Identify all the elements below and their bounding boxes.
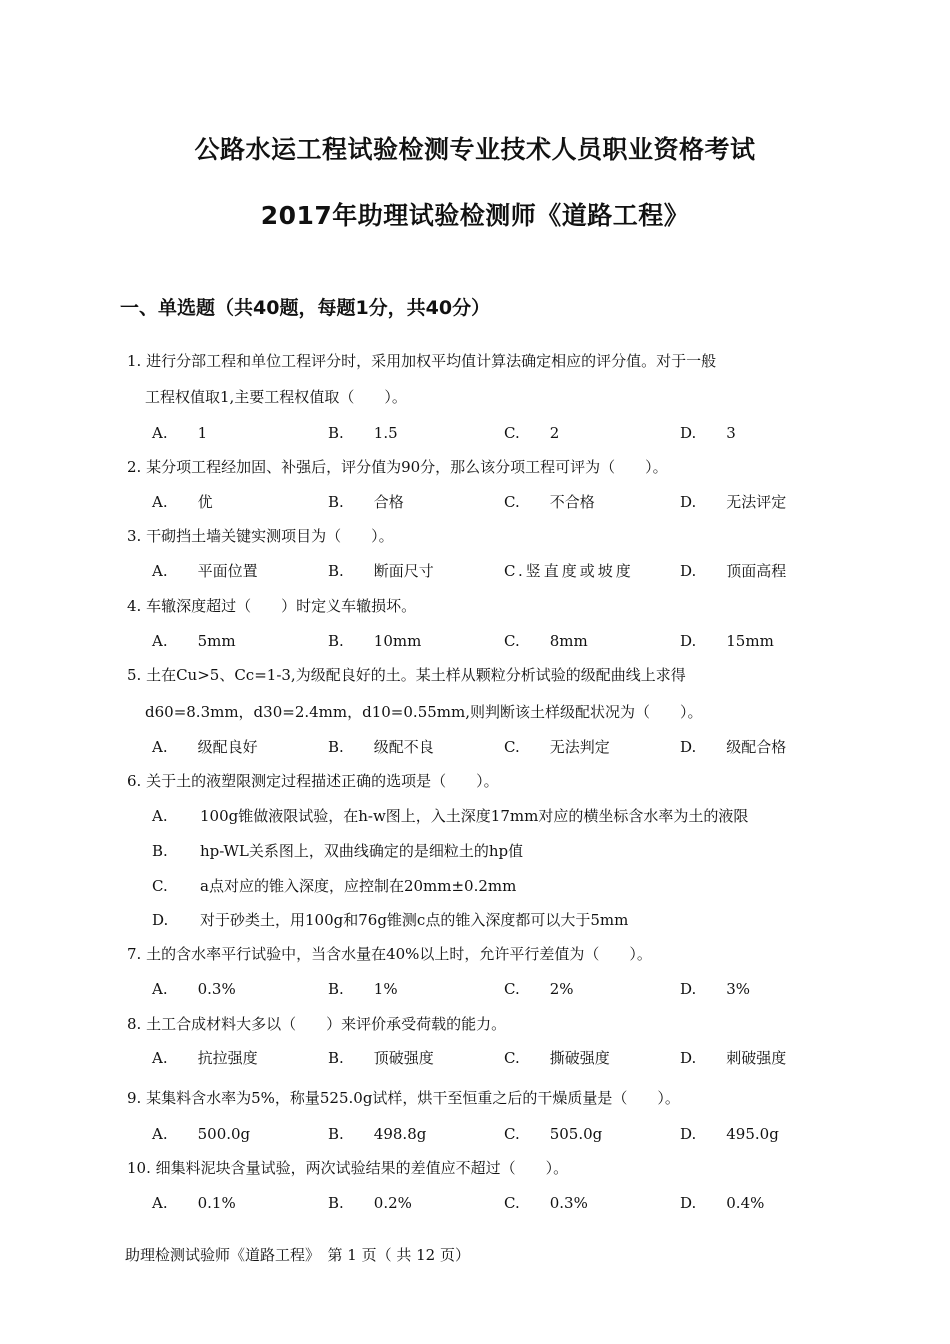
option-c: C. 无法判定 [504,738,610,756]
option-d: D. 0.4% [680,1194,765,1212]
option-c: C. 505.0g [504,1125,603,1143]
option-text: 对于砂类土，用100g和76g锥测c点的锥入深度都可以大于5mm [200,911,629,929]
option-c: C. 2% [504,980,574,998]
option-d: D. 495.0g [680,1125,779,1143]
option-letter: C. [152,877,168,895]
option-d: D. 15mm [680,632,774,650]
question-6-option-a [152,805,748,826]
question-6-option-d [152,909,628,930]
question-5-text: 5. 土在Cu>5、Cc=1-3,为级配良好的土。某土样从颗粒分析试验的级配曲线上求得 [127,666,686,684]
option-letter: A. [152,807,168,825]
question-10-text: 10. 细集料泥块含量试验，两次试验结果的差值应不超过（ ）。 [127,1159,569,1177]
section-heading: 一、单选题（共40题，每题1分，共40分） [120,297,491,319]
question-1-options [152,422,852,444]
question-6-text: 6. 关于土的液塑限测定过程描述正确的选项是（ ）。 [127,772,499,790]
question-6-option-b [152,840,523,861]
option-c: C. 8mm [504,632,588,650]
question-3-text: 3. 干砌挡土墙关键实测项目为（ ）。 [127,527,394,545]
option-b: B. 合格 [328,493,404,511]
question-2-text: 2. 某分项工程经加固、补强后，评分值为90分，那么该分项工程可评为（ ）。 [127,458,668,476]
option-d: D. 级配合格 [680,738,787,756]
option-letter: D. [152,911,169,929]
option-a: A. 1 [152,424,208,442]
question-1-text: 1. 进行分部工程和单位工程评分时，采用加权平均值计算法确定相应的评分值。对于一般 [127,352,717,370]
question-4-text: 4. 车辙深度超过（ ）时定义车辙损坏。 [127,597,417,615]
page-footer: 助理检测试验师《道路工程》 第 1 页（ 共 12 页） [125,1246,470,1264]
option-d: D. 顶面高程 [680,562,787,580]
option-c: C.竖直度或坡度 [504,562,634,580]
option-c: C. 2 [504,424,560,442]
option-a: A. 0.1% [152,1194,236,1212]
option-text: a点对应的锥入深度，应控制在20mm±0.2mm [200,877,517,895]
question-4-options [152,630,852,652]
option-b: B. 顶破强度 [328,1049,434,1067]
option-letter: B. [152,842,168,860]
option-a: A. 级配良好 [152,738,258,756]
question-7-text: 7. 土的含水率平行试验中，当含水量在40%以上时，允许平行差值为（ ）。 [127,945,652,963]
option-d: D. 3% [680,980,751,998]
document-title-line2: 2017年助理试验检测师《道路工程》 [260,201,690,230]
option-text: hp-WL关系图上，双曲线确定的是细粒土的hp值 [200,842,524,860]
question-1-text-cont: 工程权值取1,主要工程权值取（ ）。 [145,388,407,406]
option-a: A. 0.3% [152,980,236,998]
option-b: B. 断面尺寸 [328,562,434,580]
document-title-line1: 公路水运工程试验检测专业技术人员职业资格考试 [194,135,756,164]
option-a: A. 优 [152,493,213,511]
question-5-text-cont: d60=8.3mm，d30=2.4mm，d10=0.55mm,则判断该土样级配状况为（ ）。 [145,703,703,721]
option-a: A. 抗拉强度 [152,1049,258,1067]
option-a: A. 5mm [152,632,236,650]
question-6-option-c [152,875,516,896]
option-b: B. 0.2% [328,1194,412,1212]
option-c: C. 撕破强度 [504,1049,610,1067]
option-a: A. 500.0g [152,1125,251,1143]
option-a: A. 平面位置 [152,562,258,580]
option-b: B. 10mm [328,632,422,650]
question-9-options [152,1123,852,1145]
question-8-options [152,1047,852,1069]
question-7-options [152,978,852,1000]
option-d: D. 刺破强度 [680,1049,787,1067]
option-d: D. 3 [680,424,736,442]
option-b: B. 级配不良 [328,738,434,756]
question-3-options [152,560,852,582]
question-9-text: 9. 某集料含水率为5%，称量525.0g试样，烘干至恒重之后的干燥质量是（ ）。 [127,1089,680,1107]
option-b: B. 498.8g [328,1125,427,1143]
question-8-text: 8. 土工合成材料大多以（ ）来评价承受荷载的能力。 [127,1015,507,1033]
option-c: C. 不合格 [504,493,595,511]
option-d: D. 无法评定 [680,493,787,511]
option-b: B. 1% [328,980,398,998]
option-c: C. 0.3% [504,1194,588,1212]
option-b: B. 1.5 [328,424,398,442]
question-5-options [152,736,852,758]
question-2-options [152,491,852,513]
option-text: 100g锥做液限试验，在h-w图上，入土深度17mm对应的横坐标含水率为土的液限 [200,807,749,825]
question-10-options [152,1192,852,1214]
